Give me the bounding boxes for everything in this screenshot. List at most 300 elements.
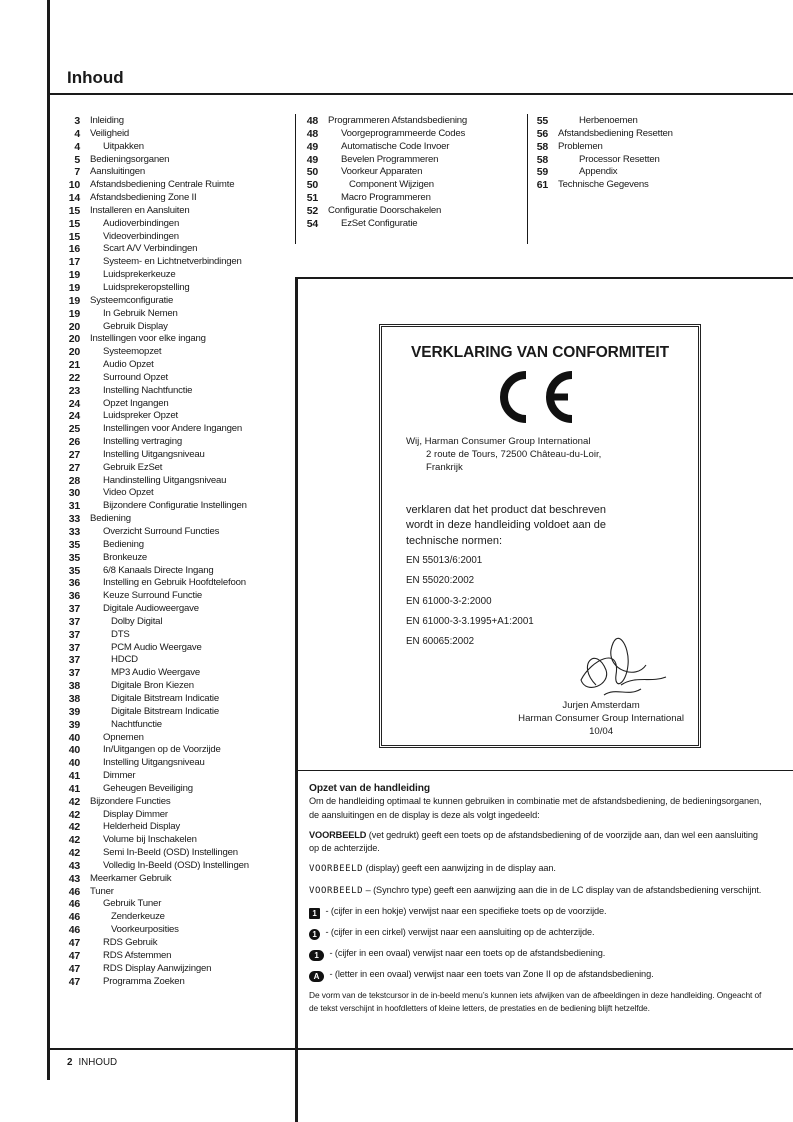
toc-entry xyxy=(56,809,249,822)
toc-entry-label: Meerkamer Gebruik xyxy=(90,872,172,884)
icon-description: - (cijfer in een hokje) verwijst naar een specifieke toets op de voorzijde. xyxy=(323,906,607,917)
toc-entry xyxy=(56,115,249,128)
toc-entry xyxy=(56,436,249,449)
toc-column-1 xyxy=(56,115,249,988)
declaration-address xyxy=(406,435,601,474)
toc-entry-label: Audioverbindingen xyxy=(103,217,180,229)
guide-icon-oval xyxy=(309,947,769,961)
toc-entry xyxy=(56,898,249,911)
guide-example-display xyxy=(309,862,769,876)
toc-entry xyxy=(56,218,249,231)
toc-page-number: 56 xyxy=(536,127,548,140)
toc-page-number: 46 xyxy=(68,924,80,937)
toc-entry-label: Instellingen voor Andere Ingangen xyxy=(103,423,243,435)
toc-page-number: 37 xyxy=(68,654,80,667)
toc-page-number: 46 xyxy=(68,911,80,924)
example-bold-word: VOORBEELD xyxy=(309,829,367,840)
page-footer xyxy=(67,1057,117,1068)
toc-entry-label: Voorkeur Apparaten xyxy=(341,166,423,178)
toc-page-number: 59 xyxy=(536,166,548,179)
toc-entry xyxy=(56,693,249,706)
toc-entry xyxy=(56,757,249,770)
toc-page-number: 61 xyxy=(536,179,548,192)
toc-entry-label: Bronkeuze xyxy=(103,551,148,563)
toc-page-number: 19 xyxy=(68,281,80,294)
toc-entry-label: Digitale Bitstream Indicatie xyxy=(111,692,219,704)
toc-page-number: 48 xyxy=(306,127,318,140)
toc-entry xyxy=(56,500,249,513)
toc-page-number: 36 xyxy=(68,577,80,590)
toc-entry xyxy=(56,282,249,295)
toc-entry-label: Opzet Ingangen xyxy=(103,397,169,409)
toc-entry-label: Luidspreker Opzet xyxy=(103,410,178,422)
toc-entry xyxy=(294,192,467,205)
toc-page-number: 42 xyxy=(68,821,80,834)
toc-entry xyxy=(56,423,249,436)
toc-entry-label: 6/8 Kanaals Directe Ingang xyxy=(103,564,214,576)
toc-entry xyxy=(56,295,249,308)
toc-entry xyxy=(56,577,249,590)
toc-page-number: 35 xyxy=(68,564,80,577)
toc-entry-label: Appendix xyxy=(579,166,618,178)
toc-page-number: 24 xyxy=(68,397,80,410)
page-number: 2 xyxy=(67,1057,73,1068)
toc-page-number: 20 xyxy=(68,333,80,346)
toc-entry xyxy=(294,205,467,218)
center-rule xyxy=(295,277,298,1122)
toc-entry-label: Nachtfunctie xyxy=(111,718,162,730)
toc-entry-label: Surround Opzet xyxy=(103,371,168,383)
toc-entry-label: Component Wijzigen xyxy=(349,179,434,191)
toc-entry xyxy=(56,256,249,269)
guide-example-synchro xyxy=(309,884,769,898)
toc-entry-label: Videoverbindingen xyxy=(103,230,179,242)
toc-entry xyxy=(56,333,249,346)
toc-entry xyxy=(56,269,249,282)
toc-entry-label: Dolby Digital xyxy=(111,615,163,627)
toc-page-number: 33 xyxy=(68,513,80,526)
toc-entry-label: In/Uitgangen op de Voorzijde xyxy=(103,744,221,756)
toc-page-number: 27 xyxy=(68,461,80,474)
toc-entry xyxy=(294,218,467,231)
signer-date: 10/04 xyxy=(589,726,614,737)
toc-entry xyxy=(56,154,249,167)
toc-page-number: 42 xyxy=(68,847,80,860)
toc-entry-label: Bedieningsorganen xyxy=(90,153,170,165)
toc-entry-label: Systeemconfiguratie xyxy=(90,294,174,306)
address-line: Wij, Harman Consumer Group International xyxy=(406,436,591,447)
toc-page-number: 16 xyxy=(68,243,80,256)
toc-entry-label: In Gebruik Nemen xyxy=(103,307,178,319)
declaration-top-rule xyxy=(295,277,793,279)
toc-page-number: 48 xyxy=(306,115,318,127)
toc-page-number: 47 xyxy=(68,962,80,975)
toc-column-3 xyxy=(524,115,673,192)
toc-page-number: 21 xyxy=(68,359,80,372)
toc-entry-label: Bevelen Programmeren xyxy=(341,153,439,165)
toc-entry xyxy=(56,783,249,796)
toc-page-number: 15 xyxy=(68,204,80,217)
toc-page-number: 38 xyxy=(68,680,80,693)
toc-entry-label: Programmeren Afstandsbediening xyxy=(328,115,468,126)
example-text: (display) geeft een aanwijzing in de display aan. xyxy=(363,863,556,874)
toc-entry-label: Instelling Uitgangsniveau xyxy=(103,448,205,460)
toc-page-number: 47 xyxy=(68,937,80,949)
manual-guide-section xyxy=(309,782,769,1021)
toc-entry-label: RDS Afstemmen xyxy=(103,949,172,961)
toc-entry xyxy=(56,603,249,616)
toc-entry-label: Configuratie Doorschakelen xyxy=(328,204,442,216)
signer-block xyxy=(518,699,684,738)
toc-entry xyxy=(294,154,467,167)
toc-entry xyxy=(56,243,249,256)
guide-top-rule xyxy=(295,770,793,771)
example-text: – (Synchro type) geeft een aanwijzing aan die in de LC display van de afstandsbediening verschijnt. xyxy=(363,884,762,895)
toc-page-number: 10 xyxy=(68,179,80,192)
toc-entry-label: Inleiding xyxy=(90,115,124,126)
toc-entry-label: Semi In-Beeld (OSD) Instellingen xyxy=(103,847,238,859)
toc-page-number: 30 xyxy=(68,487,80,500)
toc-page-number: 22 xyxy=(68,371,80,384)
toc-entry xyxy=(56,475,249,488)
toc-entry xyxy=(56,141,249,154)
toc-entry-label: Herbenoemen xyxy=(579,115,638,126)
toc-entry xyxy=(56,963,249,976)
toc-page-number: 42 xyxy=(68,834,80,847)
toc-entry xyxy=(56,924,249,937)
toc-page-number: 17 xyxy=(68,256,80,269)
toc-page-number: 47 xyxy=(68,949,80,962)
toc-entry-label: Systeem- en Lichtnetverbindingen xyxy=(103,256,242,268)
toc-entry-label: Digitale Bitstream Indicatie xyxy=(111,705,219,717)
toc-entry xyxy=(56,732,249,745)
toc-entry xyxy=(56,231,249,244)
toc-page-number: 39 xyxy=(68,718,80,731)
toc-entry-label: Bijzondere Functies xyxy=(90,795,171,807)
toc-page-number: 20 xyxy=(68,346,80,359)
toc-entry xyxy=(524,128,673,141)
guide-icon-circle xyxy=(309,926,769,940)
toc-entry xyxy=(56,706,249,719)
toc-page-number: 49 xyxy=(306,140,318,153)
toc-page-number: 4 xyxy=(74,127,80,140)
toc-page-number: 38 xyxy=(68,692,80,705)
declaration-of-conformity xyxy=(379,324,701,748)
toc-entry-label: Scart A/V Verbindingen xyxy=(103,243,198,255)
toc-entry xyxy=(56,513,249,526)
toc-page-number: 40 xyxy=(68,744,80,757)
toc-entry-label: Gebruik Display xyxy=(103,320,168,332)
toc-page-number: 50 xyxy=(306,179,318,192)
toc-entry xyxy=(56,321,249,334)
toc-entry-label: EzSet Configuratie xyxy=(341,217,418,229)
toc-entry xyxy=(56,128,249,141)
toc-entry xyxy=(56,629,249,642)
toc-page-number: 33 xyxy=(68,526,80,538)
signer-company: Harman Consumer Group International xyxy=(518,713,684,724)
toc-entry-label: Audio Opzet xyxy=(103,359,154,371)
norm-item: EN 55013/6:2001 xyxy=(406,555,483,566)
toc-entry-label: Luidsprekerkeuze xyxy=(103,269,176,281)
toc-page-number: 28 xyxy=(68,474,80,487)
toc-page-number: 19 xyxy=(68,307,80,320)
toc-page-number: 50 xyxy=(306,166,318,179)
toc-entry xyxy=(56,179,249,192)
toc-entry-label: RDS Gebruik xyxy=(103,937,158,948)
toc-entry xyxy=(56,976,249,989)
toc-page-number: 26 xyxy=(68,436,80,449)
toc-entry xyxy=(56,539,249,552)
toc-entry xyxy=(56,719,249,732)
toc-page-number: 35 xyxy=(68,538,80,551)
toc-entry-label: Automatische Code Invoer xyxy=(341,140,450,152)
toc-entry xyxy=(56,911,249,924)
guide-note: De vorm van de tekstcursor in de in-beeld menu’s kunnen iets afwijken van de afbeeldingen in deze handleiding. Ongeacht of de tekst verschijnt in hoofdletters of kleine letters, de prestaties en de bediening blijft hetzelfde. xyxy=(309,990,762,1013)
example-display-word: VOORBEELD xyxy=(309,864,364,875)
toc-entry-label: Display Dimmer xyxy=(103,808,168,820)
toc-entry xyxy=(56,860,249,873)
square-number-icon: 1 xyxy=(309,908,320,919)
toc-page-number: 43 xyxy=(68,872,80,885)
declaration-statement xyxy=(406,503,606,549)
left-margin-rule xyxy=(47,0,50,1080)
toc-entry-label: Afstandsbediening Zone II xyxy=(90,192,197,204)
toc-entry-label: Gebruik Tuner xyxy=(103,898,162,910)
toc-entry xyxy=(294,115,467,128)
oval-letter-icon: A xyxy=(309,971,324,982)
norm-item: EN 60065:2002 xyxy=(406,636,475,648)
toc-entry xyxy=(56,359,249,372)
toc-page-number: 55 xyxy=(536,115,548,127)
toc-entry xyxy=(56,744,249,757)
toc-page-number: 37 xyxy=(68,628,80,641)
toc-entry-label: Installeren en Aansluiten xyxy=(90,204,190,216)
toc-page-number: 7 xyxy=(74,166,80,179)
toc-entry xyxy=(524,141,673,154)
toc-entry-label: Digitale Audioweergave xyxy=(103,603,199,615)
example-synchro-word: VOORBEELD xyxy=(309,885,364,896)
statement-line: verklaren dat het product dat beschreven xyxy=(406,504,606,516)
toc-page-number: 46 xyxy=(68,885,80,898)
norms-list xyxy=(406,555,534,656)
toc-page-number: 42 xyxy=(68,795,80,808)
toc-entry xyxy=(56,796,249,809)
guide-icon-oval-letter xyxy=(309,968,769,982)
toc-page-number: 5 xyxy=(74,153,80,166)
footer-label: INHOUD xyxy=(78,1057,118,1068)
toc-entry xyxy=(56,487,249,500)
toc-entry-label: Gebruik EzSet xyxy=(103,461,163,473)
toc-page-number: 43 xyxy=(68,859,80,872)
toc-page-number: 4 xyxy=(74,140,80,153)
footer-rule xyxy=(47,1048,793,1050)
toc-page-number: 49 xyxy=(306,153,318,166)
toc-page-number: 20 xyxy=(68,320,80,333)
oval-number-icon: 1 xyxy=(309,950,324,961)
toc-page-number: 19 xyxy=(68,294,80,307)
ce-mark-icon xyxy=(488,367,578,427)
guide-heading: Opzet van de handleiding xyxy=(309,783,430,794)
toc-entry-label: HDCD xyxy=(111,654,138,666)
header-rule xyxy=(47,93,793,95)
toc-entry xyxy=(56,166,249,179)
toc-page-number: 37 xyxy=(68,615,80,628)
toc-entry-label: Bijzondere Configuratie Instellingen xyxy=(103,500,247,512)
toc-entry xyxy=(56,680,249,693)
example-text: (vet gedrukt) geeft een toets op de afstandsbediening of de voorzijde aan, dan wel een aansluiting op de achterzijde. xyxy=(309,829,758,854)
toc-page-number: 37 xyxy=(68,603,80,616)
toc-page-number: 42 xyxy=(68,808,80,821)
toc-entry-label: Macro Programmeren xyxy=(341,192,431,204)
toc-entry-label: Aansluitingen xyxy=(90,166,146,178)
signer-name: Jurjen Amsterdam xyxy=(562,700,640,711)
toc-entry xyxy=(56,950,249,963)
toc-entry xyxy=(56,205,249,218)
toc-entry-label: Instelling en Gebruik Hoofdtelefoon xyxy=(103,577,246,589)
toc-entry-label: Bediening xyxy=(90,513,131,525)
toc-page-number: 14 xyxy=(68,192,80,205)
icon-description: - (cijfer in een cirkel) verwijst naar een aansluiting op de achterzijde. xyxy=(323,927,595,938)
address-line: 2 route de Tours, 72500 Château-du-Loir, xyxy=(426,449,602,460)
toc-entry-label: Voorgeprogrammeerde Codes xyxy=(341,127,466,139)
toc-page-number: 47 xyxy=(68,975,80,988)
toc-entry-label: Opnemen xyxy=(103,731,144,743)
toc-page-number: 24 xyxy=(68,410,80,423)
toc-entry xyxy=(56,821,249,834)
toc-entry xyxy=(56,526,249,539)
address-line: Frankrijk xyxy=(426,462,463,473)
toc-entry xyxy=(56,654,249,667)
toc-entry-label: Instelling Uitgangsniveau xyxy=(103,757,205,769)
toc-entry-label: Video Opzet xyxy=(103,487,154,499)
toc-entry xyxy=(294,166,467,179)
toc-entry xyxy=(56,937,249,950)
toc-page-number: 31 xyxy=(68,500,80,513)
toc-entry-label: Afstandsbediening Centrale Ruimte xyxy=(90,179,235,191)
toc-entry xyxy=(56,552,249,565)
toc-entry-label: Systeemopzet xyxy=(103,346,162,358)
toc-entry xyxy=(56,667,249,680)
toc-page-number: 40 xyxy=(68,731,80,744)
toc-entry-label: Voorkeurposities xyxy=(111,924,179,936)
toc-entry xyxy=(56,847,249,860)
toc-page-number: 15 xyxy=(68,217,80,230)
toc-entry xyxy=(56,642,249,655)
toc-page-number: 19 xyxy=(68,269,80,282)
toc-entry-label: PCM Audio Weergave xyxy=(111,641,202,653)
toc-entry-label: Technische Gegevens xyxy=(558,179,649,191)
toc-entry-label: Dimmer xyxy=(103,770,136,782)
toc-entry xyxy=(294,141,467,154)
toc-page-number: 3 xyxy=(74,115,80,127)
page-title: Inhoud xyxy=(67,68,124,87)
toc-entry xyxy=(524,179,673,192)
toc-entry-label: Problemen xyxy=(558,140,603,152)
toc-page-number: 46 xyxy=(68,898,80,911)
toc-page-number: 35 xyxy=(68,551,80,564)
toc-entry-label: Instelling vertraging xyxy=(103,436,182,448)
toc-entry xyxy=(294,128,467,141)
toc-entry-label: RDS Display Aanwijzingen xyxy=(103,962,212,974)
toc-page-number: 51 xyxy=(306,192,318,205)
toc-page-number: 39 xyxy=(68,705,80,718)
toc-entry xyxy=(56,770,249,783)
circle-number-icon: 1 xyxy=(309,929,320,940)
toc-entry xyxy=(56,462,249,475)
toc-entry xyxy=(56,886,249,899)
toc-entry-label: Uitpakken xyxy=(103,140,144,152)
toc-page-number: 52 xyxy=(306,204,318,217)
icon-description: - (cijfer in een ovaal) verwijst naar een toets op de afstandsbediening. xyxy=(327,948,606,959)
toc-page-number: 36 xyxy=(68,590,80,603)
norm-item: EN 61000-3-2:2000 xyxy=(406,595,492,607)
toc-entry xyxy=(56,372,249,385)
statement-line: wordt in deze handleiding voldoet aan de xyxy=(406,519,606,532)
toc-entry-label: MP3 Audio Weergave xyxy=(111,667,201,679)
toc-entry-label: Keuze Surround Functie xyxy=(103,590,203,602)
toc-page-number: 58 xyxy=(536,153,548,166)
toc-entry xyxy=(56,873,249,886)
toc-entry xyxy=(524,166,673,179)
toc-column-2 xyxy=(294,115,467,231)
toc-page-number: 15 xyxy=(68,230,80,243)
toc-entry-label: DTS xyxy=(111,628,130,640)
toc-entry-label: Veiligheid xyxy=(90,127,130,139)
toc-entry-label: Luidsprekeropstelling xyxy=(103,281,190,293)
toc-page-number: 23 xyxy=(68,384,80,397)
toc-page-number: 41 xyxy=(68,770,80,783)
toc-entry-label: Geheugen Beveiliging xyxy=(103,782,193,794)
toc-entry xyxy=(294,179,467,192)
toc-page-number: 58 xyxy=(536,140,548,153)
toc-entry xyxy=(56,616,249,629)
toc-entry-label: Zenderkeuze xyxy=(111,911,165,923)
toc-entry xyxy=(56,449,249,462)
toc-page-number: 37 xyxy=(68,641,80,654)
icon-description: - (letter in een ovaal) verwijst naar een toets van Zone II op de afstandsbediening. xyxy=(327,969,654,980)
guide-example-bold xyxy=(309,829,769,856)
toc-entry xyxy=(56,346,249,359)
toc-entry-label: Handinstelling Uitgangsniveau xyxy=(103,474,227,486)
toc-entry-label: Helderheid Display xyxy=(103,821,180,833)
toc-entry xyxy=(56,385,249,398)
toc-entry xyxy=(56,410,249,423)
toc-entry-label: Instellingen voor elke ingang xyxy=(90,333,206,345)
toc-entry-label: Tuner xyxy=(90,885,114,897)
toc-entry xyxy=(524,154,673,167)
toc-entry-label: Digitale Bron Kiezen xyxy=(111,680,194,692)
declaration-title: VERKLARING VAN CONFORMITEIT xyxy=(411,344,669,361)
toc-page-number: 41 xyxy=(68,782,80,795)
toc-page-number: 54 xyxy=(306,217,318,230)
toc-entry xyxy=(56,308,249,321)
toc-entry xyxy=(56,834,249,847)
signature-icon xyxy=(566,625,676,705)
toc-entry-label: Programma Zoeken xyxy=(103,975,185,987)
toc-entry xyxy=(56,590,249,603)
toc-entry-label: Afstandsbediening Resetten xyxy=(558,127,673,139)
toc-page-number: 37 xyxy=(68,667,80,680)
toc-entry-label: Processor Resetten xyxy=(579,153,660,165)
norm-item: EN 55020:2002 xyxy=(406,575,475,587)
toc-entry-label: Overzicht Surround Functies xyxy=(103,526,220,537)
statement-line: technische normen: xyxy=(406,534,502,547)
guide-intro: Om de handleiding optimaal te kunnen gebruiken in combinatie met de afstandsbediening, de bedieningsorganen, de aansluitingen en de display is deze als volgt ingedeeld: xyxy=(309,796,762,820)
toc-entry-label: Volume bij Inschakelen xyxy=(103,834,197,846)
toc-page-number: 27 xyxy=(68,448,80,461)
toc-entry-label: Instelling Nachtfunctie xyxy=(103,384,193,396)
toc-entry xyxy=(56,192,249,205)
